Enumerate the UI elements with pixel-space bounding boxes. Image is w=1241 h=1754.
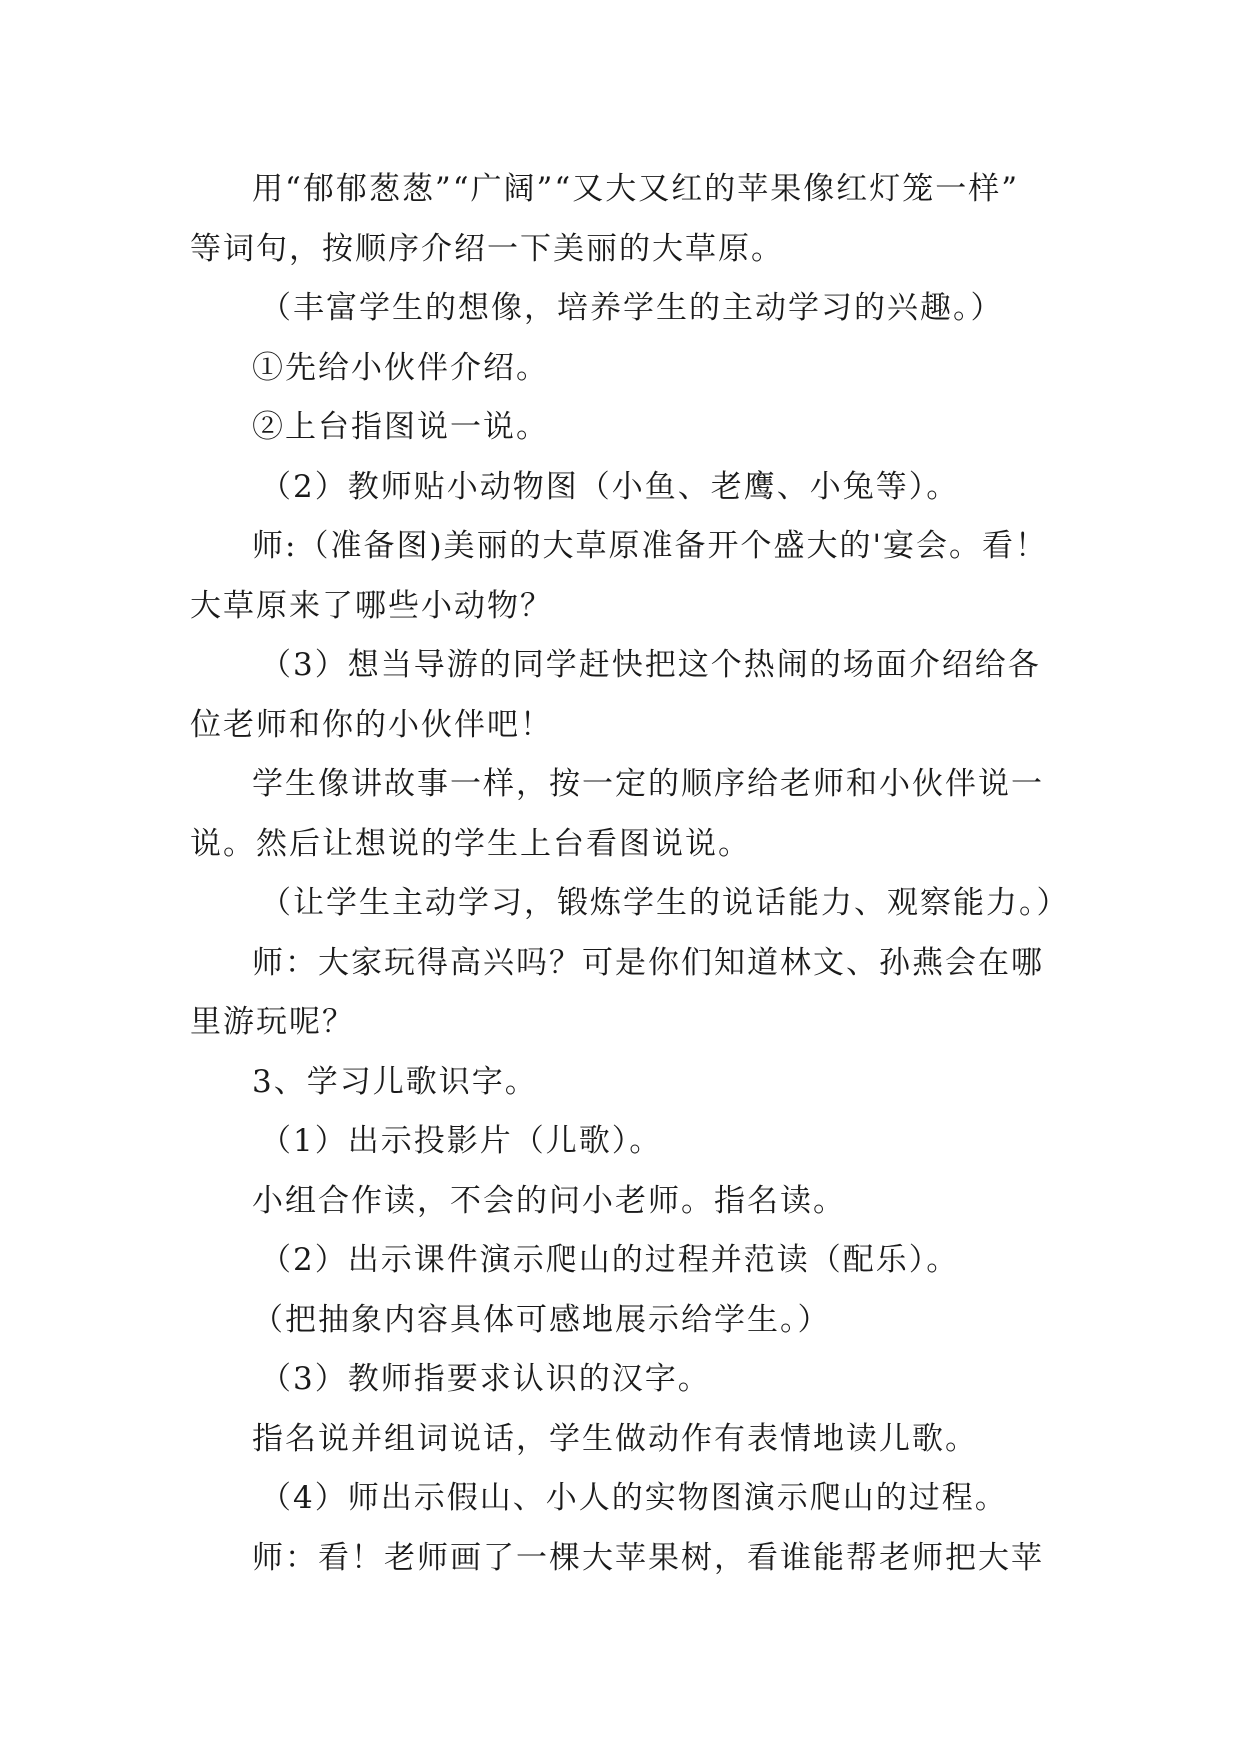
paragraph-line: 小组合作读，不会的问小老师。指名读。 bbox=[252, 1182, 846, 1219]
paragraph-line: 师：大家玩得高兴吗？可是你们知道林文、孙燕会在哪 bbox=[252, 944, 1044, 981]
paragraph-line: 等词句，按顺序介绍一下美丽的大草原。 bbox=[190, 230, 784, 267]
paragraph-line: （4）师出示假山、小人的实物图演示爬山的过程。 bbox=[260, 1480, 1008, 1516]
paragraph-line: 位老师和你的小伙伴吧！ bbox=[190, 706, 553, 743]
paragraph-line: （1）出示投影片（儿歌）。 bbox=[260, 1123, 663, 1159]
paragraph-line: （3）想当导游的同学赶快把这个热闹的场面介绍给各 bbox=[260, 647, 1041, 683]
paragraph-line: （2）教师贴小动物图（小鱼、老鹰、小兔等）。 bbox=[260, 468, 960, 505]
paragraph-line: ②上台指图说一说。 bbox=[252, 409, 549, 445]
paragraph-line: （丰富学生的想像，培养学生的主动学习的兴趣。） bbox=[260, 290, 1004, 326]
paragraph-line: 师：看！老师画了一棵大苹果树，看谁能帮老师把大苹 bbox=[252, 1539, 1044, 1576]
paragraph-line: （3）教师指要求认识的汉字。 bbox=[260, 1361, 711, 1397]
paragraph-line: （让学生主动学习，锻炼学生的说话能力、观察能力。） bbox=[260, 885, 1070, 921]
paragraph-line: （把抽象内容具体可感地展示给学生。） bbox=[252, 1301, 831, 1338]
paragraph-line: 说。然后让想说的学生上台看图说说。 bbox=[190, 825, 751, 862]
paragraph-line: ①先给小伙伴介绍。 bbox=[252, 349, 549, 386]
paragraph-line: 里游玩呢？ bbox=[190, 1004, 355, 1040]
paragraph-line: 大草原来了哪些小动物？ bbox=[190, 587, 553, 624]
document-body bbox=[190, 160, 1070, 1588]
paragraph-line: 指名说并组词说话，学生做动作有表情地读儿歌。 bbox=[252, 1420, 978, 1457]
paragraph-line: 学生像讲故事一样，按一定的顺序给老师和小伙伴说一 bbox=[252, 766, 1044, 802]
paragraph-line: 师:（准备图)美丽的大草原准备开个盛大的'宴会。看！ bbox=[252, 528, 1049, 564]
paragraph-line: （2）出示课件演示爬山的过程并范读（配乐）。 bbox=[260, 1242, 960, 1278]
paragraph-line: 用“郁郁葱葱”“广阔”“又大又红的苹果像红灯笼一样” bbox=[252, 171, 1020, 207]
paragraph-line: 3、学习儿歌识字。 bbox=[252, 1063, 538, 1100]
